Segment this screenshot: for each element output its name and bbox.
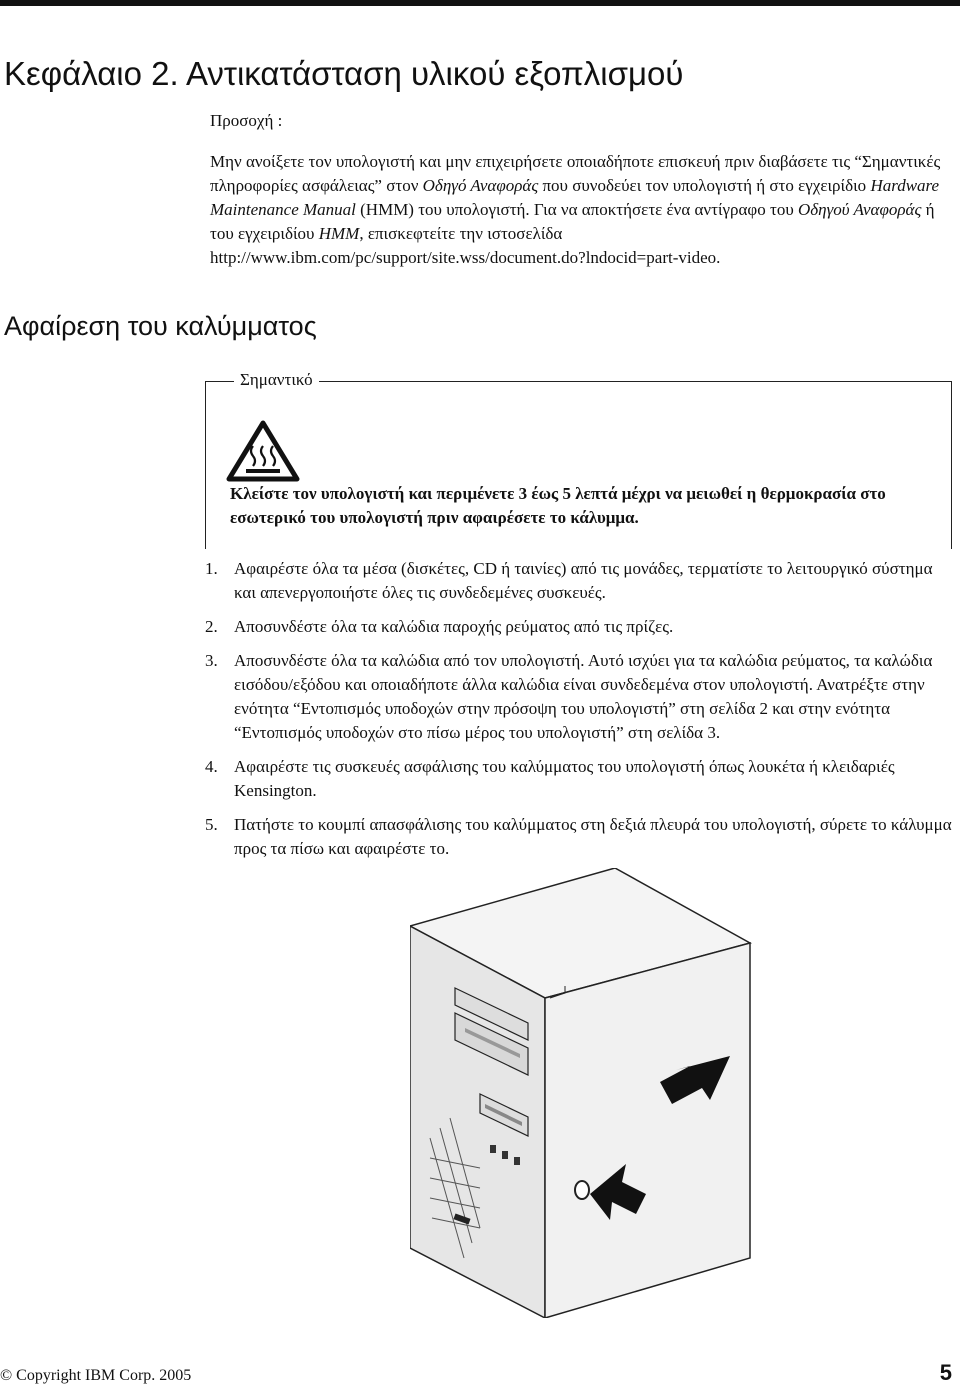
step-number: 2. [205,617,218,636]
computer-cover-removal-illustration [410,868,770,1318]
attention-text [210,150,950,270]
reference-guide-title: Οδηγού Αναφοράς [797,200,922,219]
step-number: 5. [205,815,218,834]
section-title: Αφαίρεση του καλύμματος [4,311,317,341]
notice-box [205,370,952,549]
step-text: Αφαιρέστε τις συσκευές ασφάλισης του καλύμματος του υπολογιστή όπως λουκέτα ή κλειδαριές Kensington. [234,757,895,800]
step-text: Πατήστε το κουμπί απασφάλισης του καλύμματος στη δεξιά πλευρά του υπολογιστή, σύρετε το κάλυμμα προς τα πίσω και αφαιρέστε το. [234,815,952,858]
steps-list [205,557,957,871]
hmm-manual-title: Hardware Maintenance Manual [210,176,940,219]
step-item [205,649,957,745]
notice-title: Σημαντικό [234,370,319,390]
step-text: Αποσυνδέστε όλα τα καλώδια από τον υπολογιστή. Αυτό ισχύει για τα καλώδια ρεύματος, τα καλώδια εισόδου/εξόδου και οποιαδήποτε άλλα καλώδια είναι συνδεδεμένα στον υπολογιστή. Ανατρέξτε στην ενότητα “Εντοπισμός υποδοχών στην πρόσοψη του υπολογιστή” στη σελίδα 2 και στην ενότητα “Εντοπισμός υποδοχών στο πίσω μέρος του υπολογιστή” στη σελίδα 3. [234,651,933,742]
step-item [205,615,957,639]
step-item [205,557,957,605]
step-item [205,755,957,803]
attention-text-part: (HMM) του υπολογιστή. Για να αποκτήσετε ένα αντίγραφο του [355,200,798,219]
copyright: © Copyright IBM Corp. 2005 [0,1367,192,1384]
attention-text-part: ή του εγχειριδίου [210,200,935,243]
step-number: 3. [205,651,218,670]
attention-label: Προσοχή : [210,111,283,130]
top-rule [0,0,960,6]
hmm-abbreviation: HMM [318,224,360,243]
reference-guide-title: Οδηγό Αναφοράς [422,176,539,195]
cover-release-button [575,1181,589,1199]
step-text: Αποσυνδέστε όλα τα καλώδια παροχής ρεύματος από τις πρίζες. [234,617,674,636]
attention-text-part: Μην ανοίξετε τον υπολογιστή και μην επιχειρήσετε οποιαδήποτε επισκευή πριν διαβάσετε τις “Σημαντικές πληροφορίες ασφάλειας” στον [210,152,941,195]
hot-surface-icon [226,420,300,482]
chapter-title: Κεφάλαιο 2. Αντικατάσταση υλικού εξοπλισμού [4,55,684,92]
support-url: http://www.ibm.com/pc/support/site.wss/document.do?lndocid=part-video. [210,248,721,267]
attention-text-part: , επισκεφτείτε την ιστοσελίδα [359,224,563,243]
step-text: Αφαιρέστε όλα τα μέσα (δισκέτες, CD ή ταινίες) από τις μονάδες, τερματίστε το λειτουργικό σύστημα και απενεργοποιήστε όλες τις συνδεδεμένες συσκευές. [234,559,933,602]
notice-text: Κλείστε τον υπολογιστή και περιμένετε 3 έως 5 λεπτά μέχρι να μειωθεί η θερμοκρασία στο εσωτερικό του υπολογιστή πριν αφαιρέσετε το κάλυμμα. [230,484,886,527]
case-side-cover [545,943,750,1318]
page-number: 5 [939,1360,952,1385]
attention-text-part: που συνοδεύει τον υπολογιστή ή στο εγχειρίδιο [538,176,871,195]
step-number: 4. [205,757,218,776]
step-item [205,813,957,861]
step-number: 1. [205,559,218,578]
